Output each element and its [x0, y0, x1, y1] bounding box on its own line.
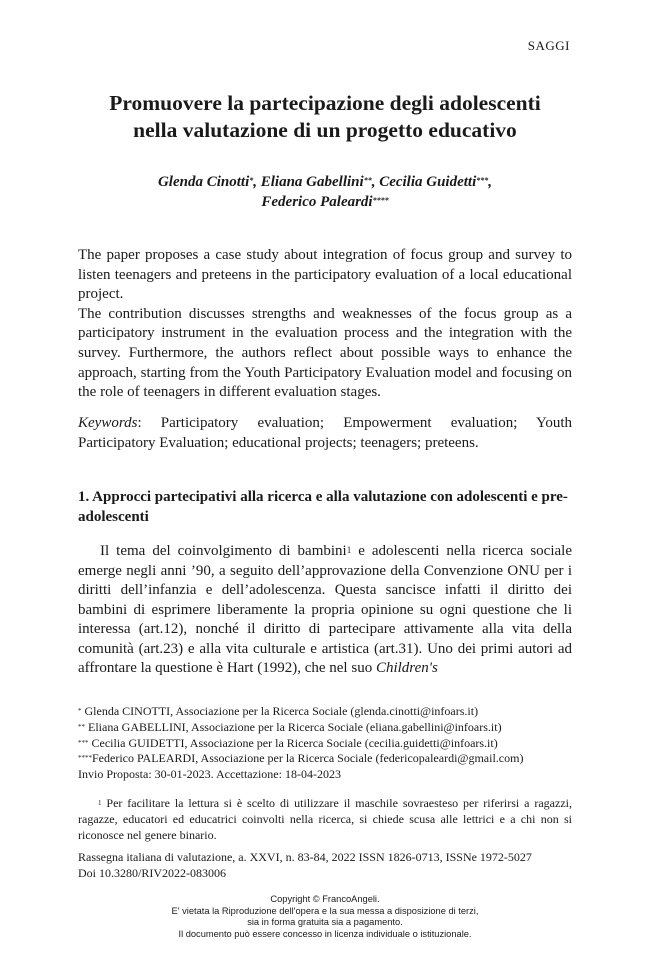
footnote-text: Per facilitare la lettura si è scelto di utilizzare il maschile sovraesteso per riferirsi a ragazzi, ragazze, educatori ed educatrici coinvolti nella ricerca, si chiede scusa alle lettrici e a chi non si riconosce nel genere binario. — [78, 796, 572, 842]
keywords-text: : Participatory evaluation; Empowerment evaluation; Youth Participatory Evaluation; educational projects; teenagers; preteens. — [78, 415, 572, 451]
author-footnotes — [78, 704, 578, 783]
author-footnote — [78, 704, 578, 720]
body-paragraph — [78, 542, 572, 679]
author-mark: ** — [363, 176, 372, 185]
paper-title — [60, 90, 590, 144]
author-footnote — [78, 751, 578, 767]
section-heading: 1. Approcci partecipativi alla ricerca e alla valutazione con adolescenti e pre-adolescenti — [78, 489, 568, 525]
footnote-mark: 1 — [98, 799, 102, 807]
authors-line-1 — [80, 173, 570, 193]
keywords-label: Keywords — [78, 415, 138, 431]
journal-citation — [78, 850, 578, 882]
abstract — [78, 246, 572, 403]
author-mark: *** — [476, 176, 489, 185]
footnote-mark: * — [78, 707, 82, 715]
body-italic: Children's — [375, 660, 438, 676]
copyright-line: Il documento può essere concesso in licenza individuale o istituzionale. — [178, 928, 472, 939]
footnote-mark: *** — [78, 738, 89, 747]
copyright-line: E' vietata la Riproduzione dell'opera e la sua messa a disposizione di terzi, — [171, 905, 479, 916]
title-line-2: nella valutazione di un progetto educativo — [133, 118, 517, 142]
author-name: Cecilia Guidetti — [379, 174, 477, 190]
author-name: Glenda Cinotti — [157, 174, 250, 190]
author-footnote — [78, 736, 578, 752]
keywords — [78, 414, 572, 453]
footnote-text: Cecilia GUIDETTI, Associazione per la Ricerca Sociale (cecilia.guidetti@infoars.it) — [88, 735, 498, 750]
abstract-paragraph: The contribution discusses strengths and weaknesses of the focus group as a participatory instrument in the evaluation process and the integration with the survey. Furthermore, the authors reflect about possible ways to enhance the approach, starting from the Youth Participatory Evaluation model and focusing on the role of teenagers in different evaluation stages. — [78, 305, 572, 401]
body-text — [78, 542, 572, 679]
footnote-ref[interactable]: 1 — [346, 545, 352, 555]
copyright-line: Copyright © FrancoAngeli. — [270, 894, 380, 904]
author-footnote — [78, 720, 578, 736]
copyright-notice — [0, 894, 650, 940]
footnote-text: Eliana GABELLINI, Associazione per la Ricerca Sociale (eliana.gabellini@infoars.it) — [85, 719, 502, 734]
doi-line: Doi 10.3280/RIV2022-083006 — [78, 865, 226, 880]
body-text-start: Il tema del coinvolgimento di bambini — [100, 543, 347, 559]
abstract-paragraph: The paper proposes a case study about integration of focus group and survey to listen teenagers and preteens in the participatory evaluation of a local educational project. — [78, 247, 572, 303]
copyright-line: sia in forma gratuita sia a pagamento. — [247, 917, 403, 928]
footnote-mark: ** — [78, 722, 85, 731]
footnote-1 — [78, 796, 572, 843]
author-separator: , — [488, 174, 493, 190]
submission-dates: Invio Proposta: 30-01-2023. Accettazione: 18-04-2023 — [78, 767, 341, 782]
author-list — [80, 173, 570, 212]
section-header: SAGGI — [527, 38, 570, 53]
author-separator: , — [253, 174, 261, 190]
body-text-end: e adolescenti nella ricerca sociale emerge negli anni ’90, a seguito dell’approvazione della Convenzione ONU per i diritti dell’infanzia e dell’adolescenza. Questa sancisce infatti il diritto dei bambini di esprimere liberamente la propria opinione su ogni questione che li interessa (art.12), nonché il diritto di partecipare attivamente alla vita della comunità (art.23) e alla vita culturale e artistica (art.31). Uno dei primi autori ad affrontare la questione è Hart (1992), che nel suo — [78, 543, 572, 676]
footnote-text: Glenda CINOTTI, Associazione per la Ricerca Sociale (glenda.cinotti@infoars.it) — [81, 704, 479, 718]
title-line-1: Promuovere la partecipazione degli adolescenti — [109, 91, 541, 115]
citation-line: Rassegna italiana di valutazione, a. XXVI, n. 83-84, 2022 ISSN 1826-0713, ISSNe 1972-5027 — [78, 850, 532, 864]
footnote-text: Federico PALEARDI, Associazione per la Ricerca Sociale (federicopaleardi@gmail.com) — [92, 751, 524, 766]
author-name: Eliana Gabellini — [260, 174, 364, 190]
author-mark: **** — [372, 195, 389, 205]
author-separator: , — [371, 174, 380, 190]
authors-line-2 — [80, 193, 570, 213]
footnote-mark: **** — [78, 754, 92, 763]
author-name: Federico Paleardi — [261, 193, 373, 210]
author-mark: * — [249, 176, 254, 185]
